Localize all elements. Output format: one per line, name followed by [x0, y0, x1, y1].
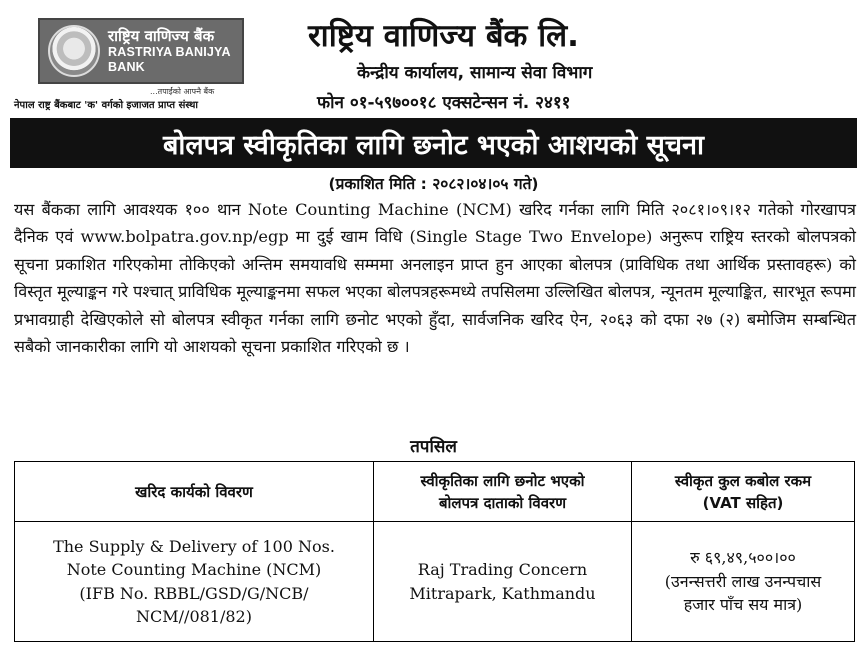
bank-logo — [38, 18, 244, 84]
header-selected-bidder — [374, 462, 632, 522]
table-row — [15, 522, 855, 642]
license-statement: नेपाल राष्ट्र बैंकबाट 'क' वर्गको इजाजत प्राप्त संस्था — [14, 100, 199, 111]
phone-line: फोन ०१-५९७००१८ एक्सटेन्सन नं. २४११ — [317, 93, 571, 113]
cell-line: Note Counting Machine (NCM) — [66, 560, 322, 579]
header-text: बोलपत्र दाताको विवरण — [438, 493, 567, 512]
bank-emblem-icon — [48, 25, 100, 77]
header-text: स्वीकृत कुल कबोल रकम — [674, 471, 812, 490]
notice-body: यस बैंकका लागि आवश्यक १०० थान Note Counting Machine (NCM) खरिद गर्नका लागि मिति २०८१।०९।१२ गतेको गोरखापत्र दैनिक एवं www.bolpatra.gov.np/egp मा दुई खाम विधि (Single Stage Two Envelope) अनुरूप राष्ट्रिय स्तरको बोलपत्रको सूचना प्रकाशित गरिएकोमा तोकिएको अन्तिम समयावधि सम्ममा अनलाइन प्राप्त हुन आएका बोलपत्र (प्राविधिक तथा आर्थिक प्रस्तावहरू) को विस्तृत मूल्याङ्कन गरे पश्चात् प्राविधिक मूल्याङ्कनमा सफल भएका बोलपत्रहरूमध्ये तपसिलमा उल्लिखित बोलपत्र, न्यूनतम मूल्याङ्कित, सारभूत रूपमा प्रभावग्राही देखिएकोले सो बोलपत्र स्वीकृत गर्नका लागि छनोट भएको हुँदा, सार्वजनिक खरिद ऐन, २०६३ को दफा २७ (२) बमोजिम सम्बन्धित सबैको जानकारीका लागि यो आशयको सूचना प्रकाशित गरिएको छ । — [14, 200, 856, 357]
logo-tagline: ...तपाईंको आफ्नै बैंक — [150, 87, 215, 96]
notice-title-banner — [10, 118, 857, 168]
notice-header — [0, 0, 867, 118]
cell-procurement-description — [15, 522, 374, 642]
cell-line: (IFB No. RBBL/GSD/G/NCB/ — [79, 583, 309, 603]
header-text: स्वीकृतिका लागि छनोट भएको — [420, 471, 585, 490]
cell-line: रु ६९,४९,५००।०० — [690, 548, 796, 568]
cell-line: Mitrapark, Kathmandu — [409, 583, 596, 603]
header-text: (VAT सहित) — [702, 493, 784, 512]
office-name: केन्द्रीय कार्यालय, सामान्य सेवा विभाग — [357, 63, 593, 83]
cell-line: The Supply & Delivery of 100 Nos. — [53, 536, 335, 556]
logo-text — [108, 28, 242, 74]
tender-table — [14, 461, 855, 642]
published-date: (प्रकाशित मिति : २०८२।०४।०५ गते) — [328, 175, 539, 193]
header-approved-amount — [632, 462, 855, 522]
cell-line: हजार पाँच सय मात्र) — [683, 595, 803, 615]
header-text: खरिद कार्यको विवरण — [135, 482, 253, 501]
logo-name-nepali: राष्ट्रिय वाणिज्य बैंक — [108, 27, 215, 45]
table-header-row — [15, 462, 855, 522]
bank-title: राष्ट्रिय वाणिज्य बैंक लि. — [308, 18, 579, 54]
logo-name-english: RASTRIYA BANIJYA BANK — [108, 45, 231, 74]
schedule-heading: तपसिल — [410, 437, 457, 457]
header-procurement-description — [15, 462, 374, 522]
cell-line: (उनन्सत्तरी लाख उनन्पचास — [664, 571, 822, 591]
cell-line: Raj Trading Concern — [417, 560, 588, 579]
cell-line: NCM//081/82) — [136, 607, 252, 626]
cell-approved-amount — [632, 522, 855, 642]
cell-selected-bidder — [374, 522, 632, 642]
notice-title: बोलपत्र स्वीकृतिका लागि छनोट भएको आशयको सूचना — [162, 129, 705, 161]
